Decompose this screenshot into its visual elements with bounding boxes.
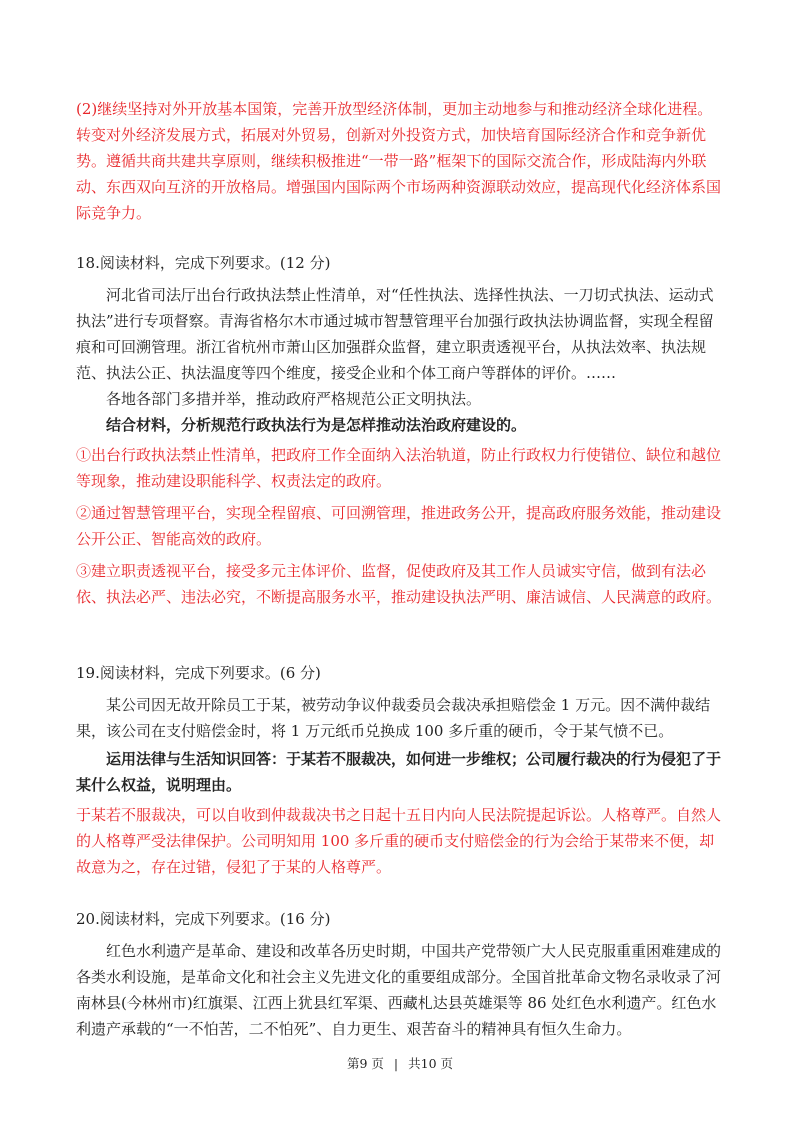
question-19-prompt: 运用法律与生活知识回答：于某若不服裁决，如何进一步维权；公司履行裁决的行为侵犯了于某什么权益，说明理由。 bbox=[76, 750, 722, 794]
footer-separator: | bbox=[393, 1056, 399, 1071]
question-19-answer: 于某若不服裁决，可以自收到仲裁裁决书之日起十五日内向人民法院提起诉讼。人格尊严。自然人的人格尊严受法律保护。公司明知用 100 多斤重的硬币支付赔偿金的行为会给于某带来不便，却故意为之，存在过错，侵犯了于某的人格尊严。 bbox=[76, 806, 722, 876]
answer-17-part2: (2)继续坚持对外开放基本国策，完善开放型经济体制，更加主动地参与和推动经济全球化进程。转变对外经济发展方式，拓展对外贸易，创新对外投资方式，加快培育国际经济合作和竞争新优势。遵循共商共建共享原则，继续积极推进“一带一路”框架下的国际交流合作，形成陆海内外联动、东西双向互济的开放格局。增强国内国际两个市场两种资源联动效应，提高现代化经济体系国际竞争力。 bbox=[76, 100, 722, 222]
question-18-prompt: 结合材料，分析规范行政执法行为是怎样推动法治政府建设的。 bbox=[106, 416, 527, 434]
question-18-material-1: 河北省司法厅出台行政执法禁止性清单，对“任性执法、选择性执法、一刀切式执法、运动式执法”进行专项督察。青海省格尔木市通过城市智慧管理平台加强行政执法协调监督，实现全程留痕和可回溯管理。浙江省杭州市萧山区加强群众监督，建立职责透视平台，从执法效率、执法规范、执法公正、执法温度等四个维度，接受企业和个体工商户等群体的评价。…… bbox=[76, 286, 714, 382]
question-18-answer-1: ①出台行政执法禁止性清单，把政府工作全面纳入法治轨道，防止行政权力行使错位、缺位和越位等现象，推动建设职能科学、权责法定的政府。 bbox=[76, 446, 722, 490]
page-footer bbox=[0, 1054, 800, 1072]
question-19-heading: 19.阅读材料，完成下列要求。(6 分) bbox=[76, 664, 321, 682]
question-20-material: 红色水利遗产是革命、建设和改革各历史时期，中国共产党带领广大人民克服重重困难建成的各类水利设施，是革命文化和社会主义先进文化的重要组成部分。全国首批革命文物名录收录了河南林县(今林州市)红旗渠、江西上犹县红军渠、西藏札达县英雄渠等 86 处红色水利遗产。红色水利遗产承载的“一不怕苦，二不怕死”、自力更生、艰苦奋斗的精神具有恒久生命力。 bbox=[76, 942, 722, 1038]
page-number: 第9 页 bbox=[346, 1056, 384, 1071]
page-total: 共10 页 bbox=[408, 1056, 454, 1071]
question-18-heading: 18.阅读材料，完成下列要求。(12 分) bbox=[76, 254, 331, 272]
question-18-material-2: 各地各部门多措并举，推动政府严格规范公正文明执法。 bbox=[106, 390, 482, 408]
question-18-answer-2: ②通过智慧管理平台，实现全程留痕、可回溯管理，推进政务公开，提高政府服务效能，推动建设公开公正、智能高效的政府。 bbox=[76, 504, 722, 548]
question-18-answer-3: ③建立职责透视平台，接受多元主体评价、监督，促使政府及其工作人员诚实守信，做到有法必依、执法必严、违法必究，不断提高服务水平，推动建设执法严明、廉洁诚信、人民满意的政府。 bbox=[76, 562, 722, 606]
question-19-material: 某公司因无故开除员工于某，被劳动争议仲裁委员会裁决承担赔偿金 1 万元。因不满仲裁结果，该公司在支付赔偿金时，将 1 万元纸币兑换成 100 多斤重的硬币，令于某气愤不已。 bbox=[76, 696, 711, 740]
question-20-heading: 20.阅读材料，完成下列要求。(16 分) bbox=[76, 910, 331, 928]
